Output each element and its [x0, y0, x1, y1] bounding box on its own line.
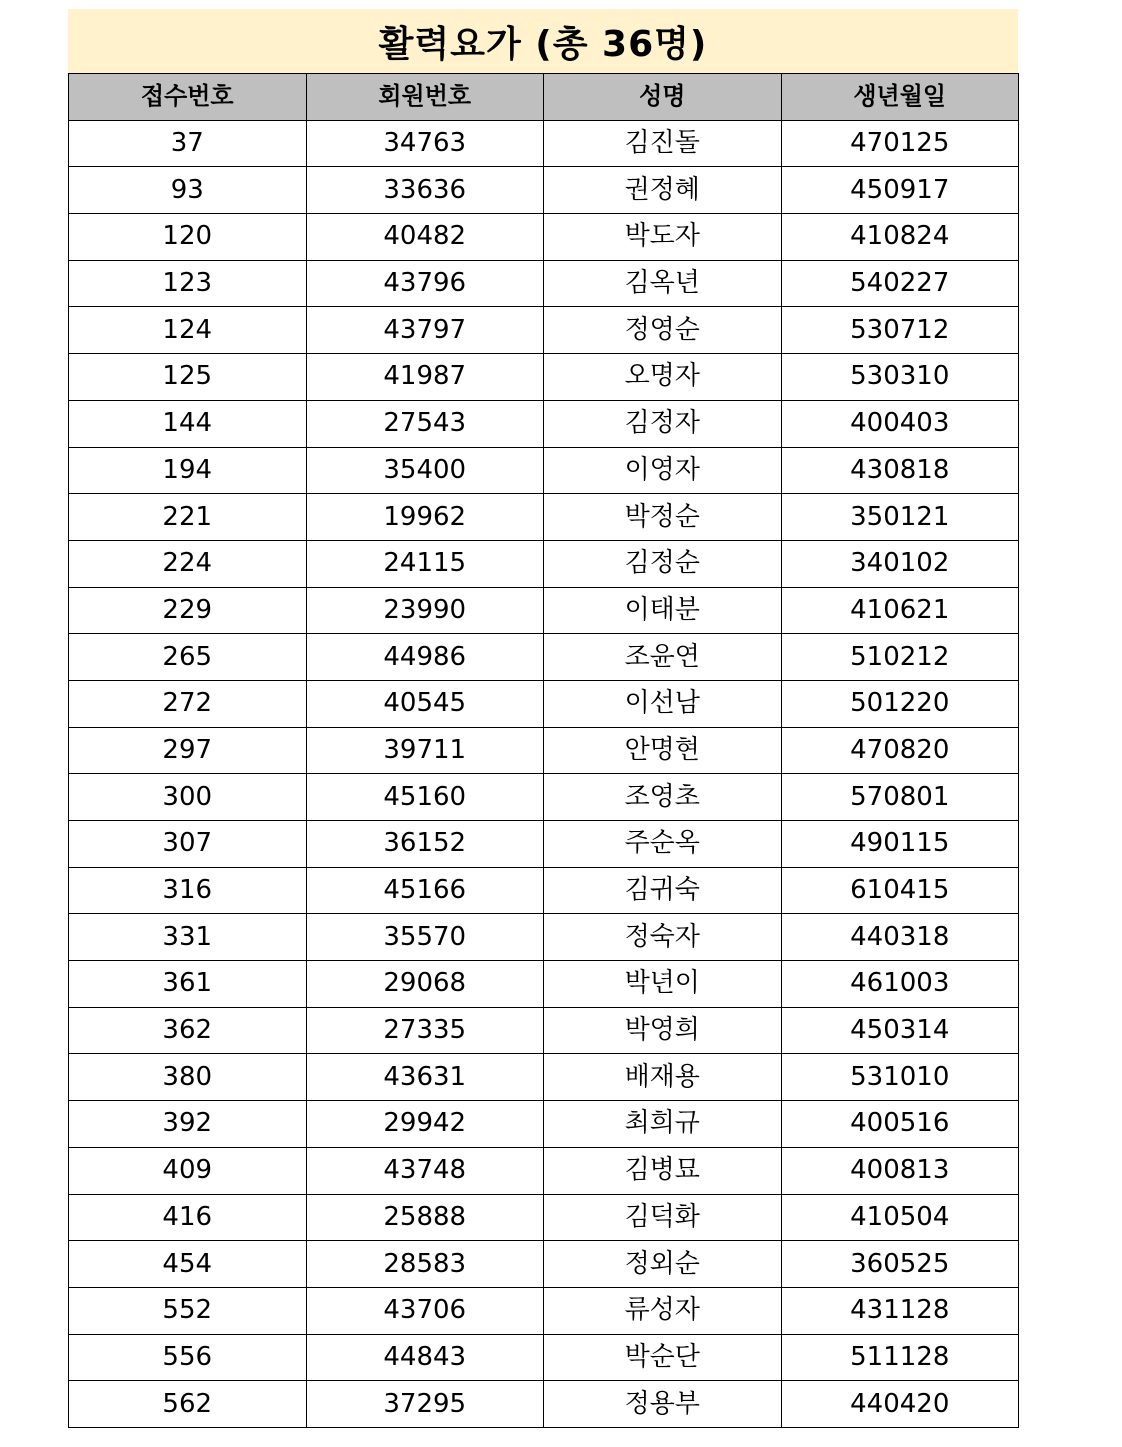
cell-member-no: 36152: [306, 821, 544, 868]
cell-name: 조윤연: [544, 634, 782, 681]
cell-member-no: 33636: [306, 167, 544, 214]
cell-name: 김정자: [544, 400, 782, 447]
cell-receipt-no: 221: [69, 494, 307, 541]
cell-birthdate: 470820: [781, 727, 1019, 774]
table-row: [69, 1194, 1019, 1241]
cell-name: 권정혜: [544, 167, 782, 214]
cell-name: 이선남: [544, 680, 782, 727]
cell-birthdate: 510212: [781, 634, 1019, 681]
cell-name: 박년이: [544, 961, 782, 1008]
table-row: [69, 680, 1019, 727]
cell-member-no: 27335: [306, 1007, 544, 1054]
cell-member-no: 43631: [306, 1054, 544, 1101]
cell-member-no: 23990: [306, 587, 544, 634]
table-row: [69, 1334, 1019, 1381]
member-table: [68, 73, 1019, 1428]
table-row: [69, 587, 1019, 634]
cell-receipt-no: 272: [69, 680, 307, 727]
cell-birthdate: 450314: [781, 1007, 1019, 1054]
cell-birthdate: 540227: [781, 260, 1019, 307]
cell-receipt-no: 409: [69, 1147, 307, 1194]
cell-receipt-no: 37: [69, 120, 307, 167]
cell-birthdate: 440420: [781, 1381, 1019, 1428]
cell-receipt-no: 552: [69, 1287, 307, 1334]
cell-birthdate: 340102: [781, 540, 1019, 587]
cell-name: 최희규: [544, 1101, 782, 1148]
cell-name: 주순옥: [544, 821, 782, 868]
cell-name: 정외순: [544, 1241, 782, 1288]
cell-name: 류성자: [544, 1287, 782, 1334]
table-row: [69, 1287, 1019, 1334]
cell-member-no: 29942: [306, 1101, 544, 1148]
cell-member-no: 45166: [306, 867, 544, 914]
cell-member-no: 39711: [306, 727, 544, 774]
table-row: [69, 1147, 1019, 1194]
cell-receipt-no: 297: [69, 727, 307, 774]
table-row: [69, 307, 1019, 354]
cell-birthdate: 450917: [781, 167, 1019, 214]
cell-birthdate: 440318: [781, 914, 1019, 961]
table-row: [69, 214, 1019, 261]
cell-birthdate: 610415: [781, 867, 1019, 914]
cell-receipt-no: 556: [69, 1334, 307, 1381]
cell-birthdate: 430818: [781, 447, 1019, 494]
cell-birthdate: 530712: [781, 307, 1019, 354]
cell-receipt-no: 416: [69, 1194, 307, 1241]
cell-name: 박도자: [544, 214, 782, 261]
cell-name: 정숙자: [544, 914, 782, 961]
cell-name: 오명자: [544, 354, 782, 401]
table-row: [69, 961, 1019, 1008]
table-row: [69, 1054, 1019, 1101]
cell-birthdate: 410621: [781, 587, 1019, 634]
table-row: [69, 1101, 1019, 1148]
cell-birthdate: 470125: [781, 120, 1019, 167]
table-row: [69, 727, 1019, 774]
cell-receipt-no: 392: [69, 1101, 307, 1148]
table-row: [69, 494, 1019, 541]
cell-birthdate: 400516: [781, 1101, 1019, 1148]
cell-birthdate: 461003: [781, 961, 1019, 1008]
cell-member-no: 40482: [306, 214, 544, 261]
cell-member-no: 43748: [306, 1147, 544, 1194]
cell-birthdate: 410504: [781, 1194, 1019, 1241]
cell-receipt-no: 362: [69, 1007, 307, 1054]
cell-birthdate: 431128: [781, 1287, 1019, 1334]
cell-member-no: 44986: [306, 634, 544, 681]
cell-birthdate: 511128: [781, 1334, 1019, 1381]
table-row: [69, 167, 1019, 214]
cell-birthdate: 400813: [781, 1147, 1019, 1194]
cell-receipt-no: 316: [69, 867, 307, 914]
cell-receipt-no: 224: [69, 540, 307, 587]
table-row: [69, 400, 1019, 447]
cell-member-no: 28583: [306, 1241, 544, 1288]
cell-member-no: 45160: [306, 774, 544, 821]
cell-name: 김정순: [544, 540, 782, 587]
col-header-name: 성명: [544, 74, 782, 121]
cell-receipt-no: 124: [69, 307, 307, 354]
cell-receipt-no: 380: [69, 1054, 307, 1101]
cell-birthdate: 530310: [781, 354, 1019, 401]
cell-member-no: 41987: [306, 354, 544, 401]
cell-receipt-no: 123: [69, 260, 307, 307]
cell-birthdate: 360525: [781, 1241, 1019, 1288]
cell-member-no: 19962: [306, 494, 544, 541]
table-row: [69, 1381, 1019, 1428]
header-row: [69, 74, 1019, 121]
cell-birthdate: 531010: [781, 1054, 1019, 1101]
cell-receipt-no: 93: [69, 167, 307, 214]
cell-name: 김귀숙: [544, 867, 782, 914]
member-list-sheet: [68, 9, 1018, 1428]
cell-receipt-no: 454: [69, 1241, 307, 1288]
cell-name: 김덕화: [544, 1194, 782, 1241]
table-row: [69, 821, 1019, 868]
cell-receipt-no: 307: [69, 821, 307, 868]
cell-name: 김병묘: [544, 1147, 782, 1194]
cell-name: 박정순: [544, 494, 782, 541]
cell-member-no: 43706: [306, 1287, 544, 1334]
table-row: [69, 1007, 1019, 1054]
cell-name: 김진돌: [544, 120, 782, 167]
table-row: [69, 540, 1019, 587]
cell-receipt-no: 229: [69, 587, 307, 634]
cell-member-no: 25888: [306, 1194, 544, 1241]
cell-receipt-no: 144: [69, 400, 307, 447]
cell-member-no: 35570: [306, 914, 544, 961]
col-header-member-no: 회원번호: [306, 74, 544, 121]
cell-member-no: 34763: [306, 120, 544, 167]
table-row: [69, 260, 1019, 307]
cell-receipt-no: 125: [69, 354, 307, 401]
cell-name: 조영초: [544, 774, 782, 821]
cell-receipt-no: 331: [69, 914, 307, 961]
cell-member-no: 40545: [306, 680, 544, 727]
cell-receipt-no: 300: [69, 774, 307, 821]
cell-birthdate: 400403: [781, 400, 1019, 447]
cell-name: 이태분: [544, 587, 782, 634]
cell-birthdate: 490115: [781, 821, 1019, 868]
cell-name: 박순단: [544, 1334, 782, 1381]
cell-member-no: 24115: [306, 540, 544, 587]
cell-birthdate: 350121: [781, 494, 1019, 541]
cell-birthdate: 410824: [781, 214, 1019, 261]
col-header-birthdate: 생년월일: [781, 74, 1019, 121]
cell-birthdate: 501220: [781, 680, 1019, 727]
cell-receipt-no: 361: [69, 961, 307, 1008]
cell-name: 박영희: [544, 1007, 782, 1054]
cell-member-no: 35400: [306, 447, 544, 494]
table-body: [69, 120, 1019, 1427]
table-row: [69, 1241, 1019, 1288]
cell-name: 배재용: [544, 1054, 782, 1101]
col-header-receipt-no: 접수번호: [69, 74, 307, 121]
cell-member-no: 44843: [306, 1334, 544, 1381]
cell-member-no: 29068: [306, 961, 544, 1008]
table-row: [69, 914, 1019, 961]
cell-member-no: 37295: [306, 1381, 544, 1428]
cell-name: 안명현: [544, 727, 782, 774]
table-row: [69, 354, 1019, 401]
table-row: [69, 447, 1019, 494]
table-row: [69, 634, 1019, 681]
cell-birthdate: 570801: [781, 774, 1019, 821]
cell-receipt-no: 265: [69, 634, 307, 681]
cell-member-no: 43796: [306, 260, 544, 307]
cell-name: 이영자: [544, 447, 782, 494]
cell-receipt-no: 562: [69, 1381, 307, 1428]
cell-receipt-no: 194: [69, 447, 307, 494]
cell-receipt-no: 120: [69, 214, 307, 261]
table-row: [69, 774, 1019, 821]
sheet-title: 활력요가 (총 36명): [68, 9, 1018, 73]
cell-name: 김옥년: [544, 260, 782, 307]
table-row: [69, 867, 1019, 914]
cell-member-no: 43797: [306, 307, 544, 354]
table-row: [69, 120, 1019, 167]
cell-name: 정영순: [544, 307, 782, 354]
cell-name: 정용부: [544, 1381, 782, 1428]
cell-member-no: 27543: [306, 400, 544, 447]
